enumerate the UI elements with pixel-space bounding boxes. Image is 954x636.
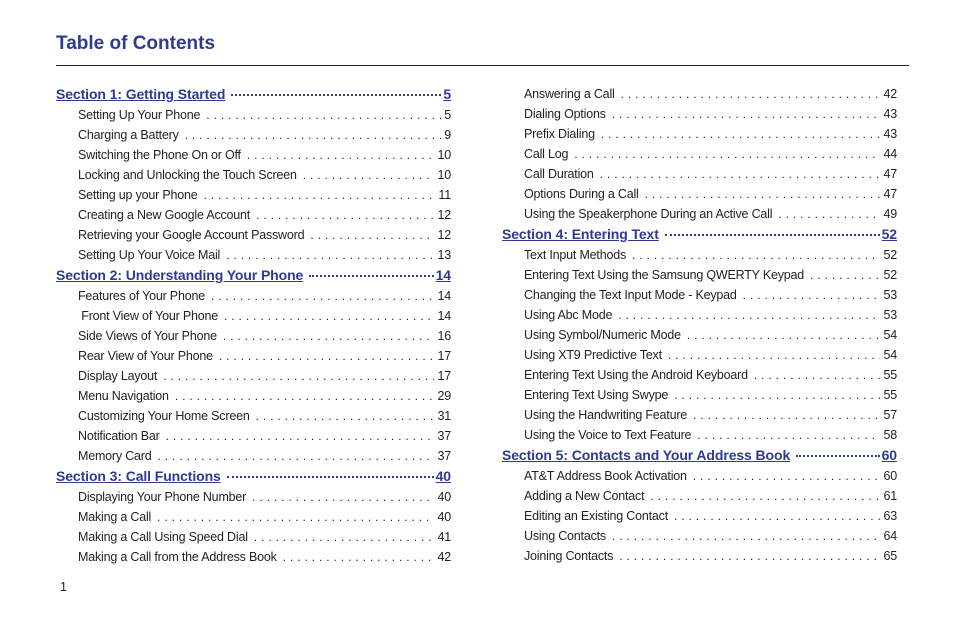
toc-entry-title: Dialing Options <box>524 107 606 121</box>
dot-leader <box>665 234 880 236</box>
toc-entry-link[interactable] <box>502 285 897 305</box>
toc-section-page: 14 <box>435 267 451 283</box>
toc-entry-title: Prefix Dialing <box>524 127 595 141</box>
toc-entry-page: 55 <box>883 368 897 382</box>
page-title: Table of Contents <box>56 33 216 54</box>
dot-leader <box>309 275 433 277</box>
toc-entry-title: Setting Up Your Voice Mail <box>78 248 221 262</box>
toc-entry-page: 53 <box>883 288 897 302</box>
toc-entry-link[interactable] <box>56 306 451 326</box>
toc-entry-link[interactable] <box>56 426 451 446</box>
dot-leader <box>231 94 441 96</box>
toc-entry-page: 42 <box>437 550 451 564</box>
toc-entry-link[interactable] <box>56 507 451 527</box>
toc-entry-title: Notification Bar <box>78 429 160 443</box>
toc-section-page: 52 <box>881 226 897 242</box>
dot-leader <box>632 245 880 265</box>
toc-entry-title: Call Duration <box>524 167 594 181</box>
dot-leader <box>254 527 435 547</box>
toc-entry-title: Using Abc Mode <box>524 308 613 322</box>
toc-entry-page: 11 <box>438 188 451 202</box>
toc-entry-title: Entering Text Using the Android Keyboard <box>524 368 748 382</box>
toc-entry-page: 53 <box>883 308 897 322</box>
dot-leader <box>778 204 880 224</box>
dot-leader <box>601 124 881 144</box>
dot-leader <box>645 184 881 204</box>
toc-entry-title: Memory Card <box>78 449 152 463</box>
toc-entry-title: Setting Up Your Phone <box>78 108 201 122</box>
toc-entry-link[interactable] <box>502 385 897 405</box>
toc-entry-page: 37 <box>437 449 451 463</box>
dot-leader <box>158 446 435 466</box>
toc-entry-link[interactable] <box>56 487 451 507</box>
toc-entry-title: Retrieving your Google Account Password <box>78 228 305 242</box>
dot-leader <box>211 286 435 306</box>
dot-leader <box>650 486 880 506</box>
toc-section-link[interactable] <box>56 84 451 105</box>
dot-leader <box>223 326 435 346</box>
toc-entry-link[interactable] <box>56 446 451 466</box>
toc-section-title: Section 4: Entering Text <box>502 226 659 242</box>
toc-entry-title: Using the Speakerphone During an Active Call <box>524 207 773 221</box>
toc-entry-title: Making a Call Using Speed Dial <box>78 530 248 544</box>
toc-entry-page: 55 <box>883 388 897 402</box>
dot-leader <box>619 546 880 566</box>
toc-entry-title: Display Layout <box>78 369 158 383</box>
toc-entry-title: Answering a Call <box>524 87 615 101</box>
toc-entry-link[interactable] <box>502 305 897 325</box>
toc-entry-link[interactable] <box>56 326 451 346</box>
toc-section-page: 60 <box>881 447 897 463</box>
toc-entry-page: 12 <box>437 208 451 222</box>
dot-leader <box>204 185 436 205</box>
toc-entry-link[interactable] <box>502 325 897 345</box>
title-divider <box>56 65 909 66</box>
toc-entry-title: Making a Call <box>78 510 152 524</box>
toc-entry-page: 47 <box>883 167 897 181</box>
dot-leader <box>166 426 435 446</box>
dot-leader <box>256 406 435 426</box>
toc-entry-page: 61 <box>883 489 897 503</box>
toc-entry-page: 5 <box>444 108 451 122</box>
toc-entry-link[interactable] <box>502 84 897 104</box>
toc-entry-page: 29 <box>437 389 451 403</box>
dot-leader <box>303 165 435 185</box>
toc-entry-page: 14 <box>437 309 451 323</box>
toc-entry-page: 42 <box>883 87 897 101</box>
toc-entry-link[interactable] <box>502 204 897 224</box>
toc-entry-title: Using XT9 Predictive Text <box>524 348 662 362</box>
toc-entry-link[interactable] <box>502 144 897 164</box>
dot-leader <box>754 365 881 385</box>
toc-entry-title: Customizing Your Home Screen <box>78 409 250 423</box>
toc-entry-title: Front View of Your Phone <box>78 309 219 323</box>
toc-entry-link[interactable] <box>56 406 451 426</box>
dot-leader <box>743 285 881 305</box>
dot-leader <box>612 526 881 546</box>
toc-entry-title: Creating a New Google Account <box>78 208 251 222</box>
toc-entry-link[interactable] <box>56 386 451 406</box>
page-number: 1 <box>60 580 67 594</box>
toc-section-link[interactable] <box>502 445 897 466</box>
toc-entry-title: Setting up your Phone <box>78 188 198 202</box>
toc-entry-page: 43 <box>883 107 897 121</box>
toc-entry-link[interactable] <box>56 366 451 386</box>
toc-entry-title: Switching the Phone On or Off <box>78 148 241 162</box>
toc-entry-page: 57 <box>883 408 897 422</box>
toc-entry-link[interactable] <box>502 124 897 144</box>
dot-leader <box>185 125 442 145</box>
dot-leader <box>206 105 441 125</box>
toc-entry-title: Adding a New Contact <box>524 489 645 503</box>
dot-leader <box>600 164 881 184</box>
toc-entry-link[interactable] <box>56 185 451 205</box>
toc-entry-page: 40 <box>437 510 451 524</box>
toc-left-column <box>56 84 451 567</box>
toc-section-link[interactable] <box>56 466 451 487</box>
toc-entry-link[interactable] <box>56 205 451 225</box>
toc-section-title: Section 5: Contacts and Your Address Book <box>502 447 791 463</box>
toc-entry-title: Joining Contacts <box>524 549 614 563</box>
dot-leader <box>693 466 881 486</box>
toc-entry-link[interactable] <box>56 125 451 145</box>
toc-entry-title: Charging a Battery <box>78 128 179 142</box>
toc-entry-title: Changing the Text Input Mode - Keypad <box>524 288 737 302</box>
toc-entry-title: AT&T Address Book Activation <box>524 469 687 483</box>
toc-entry-page: 43 <box>883 127 897 141</box>
toc-entry-link[interactable] <box>56 245 451 265</box>
toc-entry-title: Options During a Call <box>524 187 639 201</box>
toc-entry-page: 40 <box>437 490 451 504</box>
dot-leader <box>697 425 880 445</box>
toc-entry-link[interactable] <box>56 105 451 125</box>
dot-leader <box>674 385 880 405</box>
toc-entry-page: 52 <box>883 268 897 282</box>
toc-entry-title: Making a Call from the Address Book <box>78 550 277 564</box>
toc-entry-page: 58 <box>883 428 897 442</box>
toc-entry-page: 65 <box>883 549 897 563</box>
toc-section-title: Section 2: Understanding Your Phone <box>56 267 304 283</box>
dot-leader <box>227 476 434 478</box>
toc-section-page: 5 <box>443 86 451 102</box>
dot-leader <box>256 205 434 225</box>
toc-entry-page: 17 <box>437 369 451 383</box>
toc-entry-page: 13 <box>437 248 451 262</box>
toc-entry-page: 12 <box>437 228 451 242</box>
dot-leader <box>668 345 881 365</box>
toc-entry-link[interactable] <box>502 546 897 566</box>
toc-entry-page: 47 <box>883 187 897 201</box>
toc-entry-link[interactable] <box>502 104 897 124</box>
toc-entry-link[interactable] <box>502 265 897 285</box>
dot-leader <box>247 145 435 165</box>
toc-section-title: Section 3: Call Functions <box>56 468 221 484</box>
dot-leader <box>621 84 881 104</box>
toc-entry-link[interactable] <box>56 225 451 245</box>
toc-entry-page: 60 <box>883 469 897 483</box>
dot-leader <box>224 306 434 326</box>
toc-entry-title: Using the Handwriting Feature <box>524 408 688 422</box>
dot-leader <box>687 325 881 345</box>
toc-entry-title: Editing an Existing Contact <box>524 509 668 523</box>
toc-entry-link[interactable] <box>56 346 451 366</box>
toc-entry-title: Features of Your Phone <box>78 289 205 303</box>
toc-entry-title: Locking and Unlocking the Touch Screen <box>78 168 297 182</box>
toc-entry-link[interactable] <box>502 466 897 486</box>
toc-entry-title: Using Symbol/Numeric Mode <box>524 328 681 342</box>
toc-section-link[interactable] <box>56 265 451 286</box>
dot-leader <box>175 386 435 406</box>
toc-entry-page: 16 <box>437 329 451 343</box>
toc-entry-page: 54 <box>883 348 897 362</box>
toc-entry-title: Call Log <box>524 147 569 161</box>
toc-entry-title: Menu Navigation <box>78 389 169 403</box>
dot-leader <box>693 405 880 425</box>
toc-entry-title: Displaying Your Phone Number <box>78 490 247 504</box>
dot-leader <box>310 225 434 245</box>
toc-entry-page: 17 <box>437 349 451 363</box>
toc-entry-link[interactable] <box>56 286 451 306</box>
dot-leader <box>157 507 434 527</box>
toc-entry-link[interactable] <box>502 365 897 385</box>
toc-section-link[interactable] <box>502 224 897 245</box>
toc-entry-page: 9 <box>444 128 451 142</box>
toc-entry-page: 52 <box>883 248 897 262</box>
dot-leader <box>810 265 880 285</box>
toc-entry-title: Entering Text Using Swype <box>524 388 669 402</box>
toc-entry-page: 54 <box>883 328 897 342</box>
dot-leader <box>612 104 881 124</box>
dot-leader <box>796 455 879 457</box>
toc-entry-page: 10 <box>437 168 451 182</box>
toc-entry-link[interactable] <box>56 165 451 185</box>
toc-entry-link[interactable] <box>56 547 451 567</box>
toc-entry-title: Text Input Methods <box>524 248 627 262</box>
toc-entry-link[interactable] <box>502 164 897 184</box>
toc-entry-link[interactable] <box>502 184 897 204</box>
toc-entry-link[interactable] <box>502 526 897 546</box>
dot-leader <box>283 547 435 567</box>
toc-entry-page: 41 <box>437 530 451 544</box>
toc-entry-link[interactable] <box>56 145 451 165</box>
toc-entry-link[interactable] <box>502 506 897 526</box>
toc-entry-title: Side Views of Your Phone <box>78 329 217 343</box>
toc-entry-page: 14 <box>437 289 451 303</box>
dot-leader <box>252 487 434 507</box>
toc-entry-link[interactable] <box>502 486 897 506</box>
toc-entry-title: Entering Text Using the Samsung QWERTY Keypad <box>524 268 805 282</box>
toc-entry-page: 63 <box>883 509 897 523</box>
dot-leader <box>219 346 435 366</box>
toc-right-column <box>502 84 897 566</box>
toc-entry-title: Rear View of Your Phone <box>78 349 213 363</box>
toc-entry-page: 44 <box>883 147 897 161</box>
toc-entry-title: Using Contacts <box>524 529 606 543</box>
toc-entry-link[interactable] <box>56 527 451 547</box>
dot-leader <box>163 366 434 386</box>
dot-leader <box>226 245 434 265</box>
toc-entry-link[interactable] <box>502 425 897 445</box>
toc-entry-page: 10 <box>437 148 451 162</box>
toc-entry-page: 49 <box>883 207 897 221</box>
toc-section-page: 40 <box>435 468 451 484</box>
toc-entry-link[interactable] <box>502 245 897 265</box>
toc-entry-page: 31 <box>437 409 451 423</box>
dot-leader <box>618 305 880 325</box>
toc-entry-link[interactable] <box>502 405 897 425</box>
dot-leader <box>574 144 880 164</box>
toc-section-title: Section 1: Getting Started <box>56 86 226 102</box>
toc-entry-page: 37 <box>437 429 451 443</box>
dot-leader <box>674 506 880 526</box>
toc-entry-link[interactable] <box>502 345 897 365</box>
toc-entry-title: Using the Voice to Text Feature <box>524 428 692 442</box>
toc-entry-page: 64 <box>883 529 897 543</box>
